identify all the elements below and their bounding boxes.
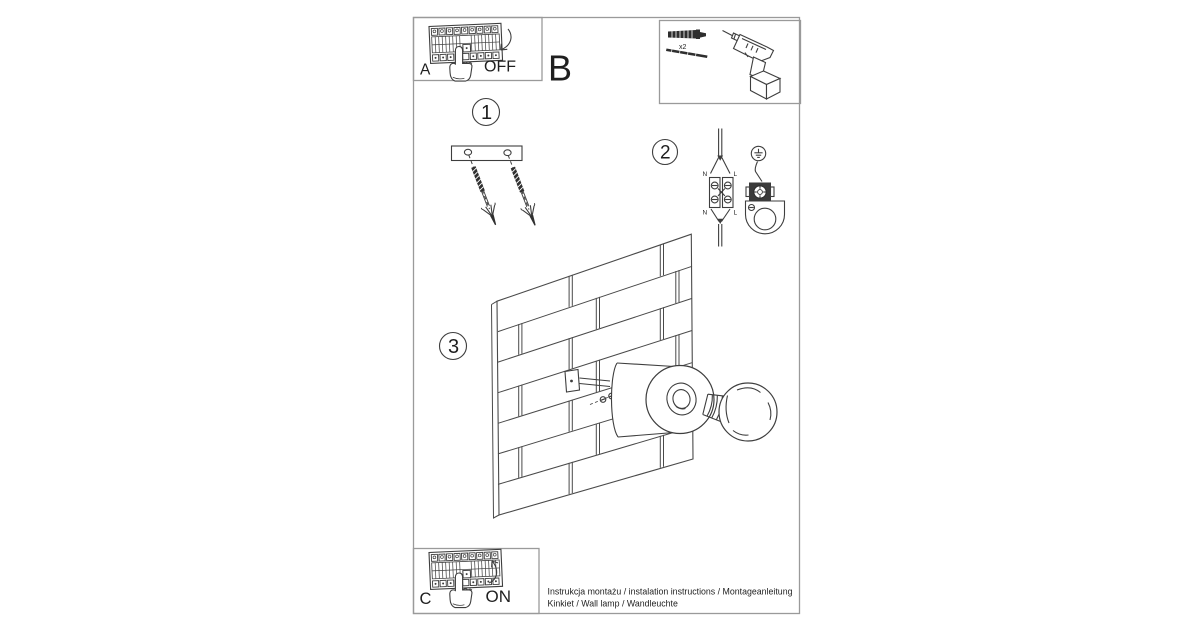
plug-quantity: x2 xyxy=(679,44,687,51)
step2-number: 2 xyxy=(660,142,671,164)
step1-group xyxy=(452,99,542,229)
footer-line1: Instrukcja montażu / instalation instructions / Montageanleitung xyxy=(547,586,793,597)
terminal-block-icon xyxy=(710,129,734,247)
step3-number: 3 xyxy=(448,336,460,358)
tools-box xyxy=(660,21,801,104)
on-label: ON xyxy=(485,587,511,606)
screw-icon xyxy=(666,49,708,59)
step3-group xyxy=(440,234,778,518)
screw-anchor-right xyxy=(501,153,542,228)
wall-plug-icon xyxy=(668,30,706,40)
power-on-box xyxy=(414,549,540,614)
power-off-box xyxy=(414,18,543,82)
box-a-label: A xyxy=(420,61,431,79)
breaker-panel-icon xyxy=(429,549,503,589)
earth-ground-icon xyxy=(751,146,765,160)
terminal-l-top: L xyxy=(733,171,738,178)
drill-icon xyxy=(723,31,781,100)
step1-number: 1 xyxy=(481,102,493,124)
footer-line2: Kinkiet / Wall lamp / Wandleuchte xyxy=(547,598,678,609)
mounting-bracket-icon xyxy=(452,146,523,161)
step2-group xyxy=(653,129,785,247)
screw-anchor-left xyxy=(462,152,503,227)
terminal-l-bottom: L xyxy=(733,209,738,217)
footer-text xyxy=(548,587,793,609)
terminal-n-top: N xyxy=(702,171,708,178)
ground-lug-icon xyxy=(746,162,785,234)
breaker-panel-icon xyxy=(429,23,503,63)
box-c-label: C xyxy=(419,590,432,608)
terminal-n-bottom: N xyxy=(702,209,708,217)
lamp-base-icon xyxy=(611,363,714,437)
off-label: OFF xyxy=(484,58,516,76)
box-b-label: B xyxy=(548,47,573,89)
